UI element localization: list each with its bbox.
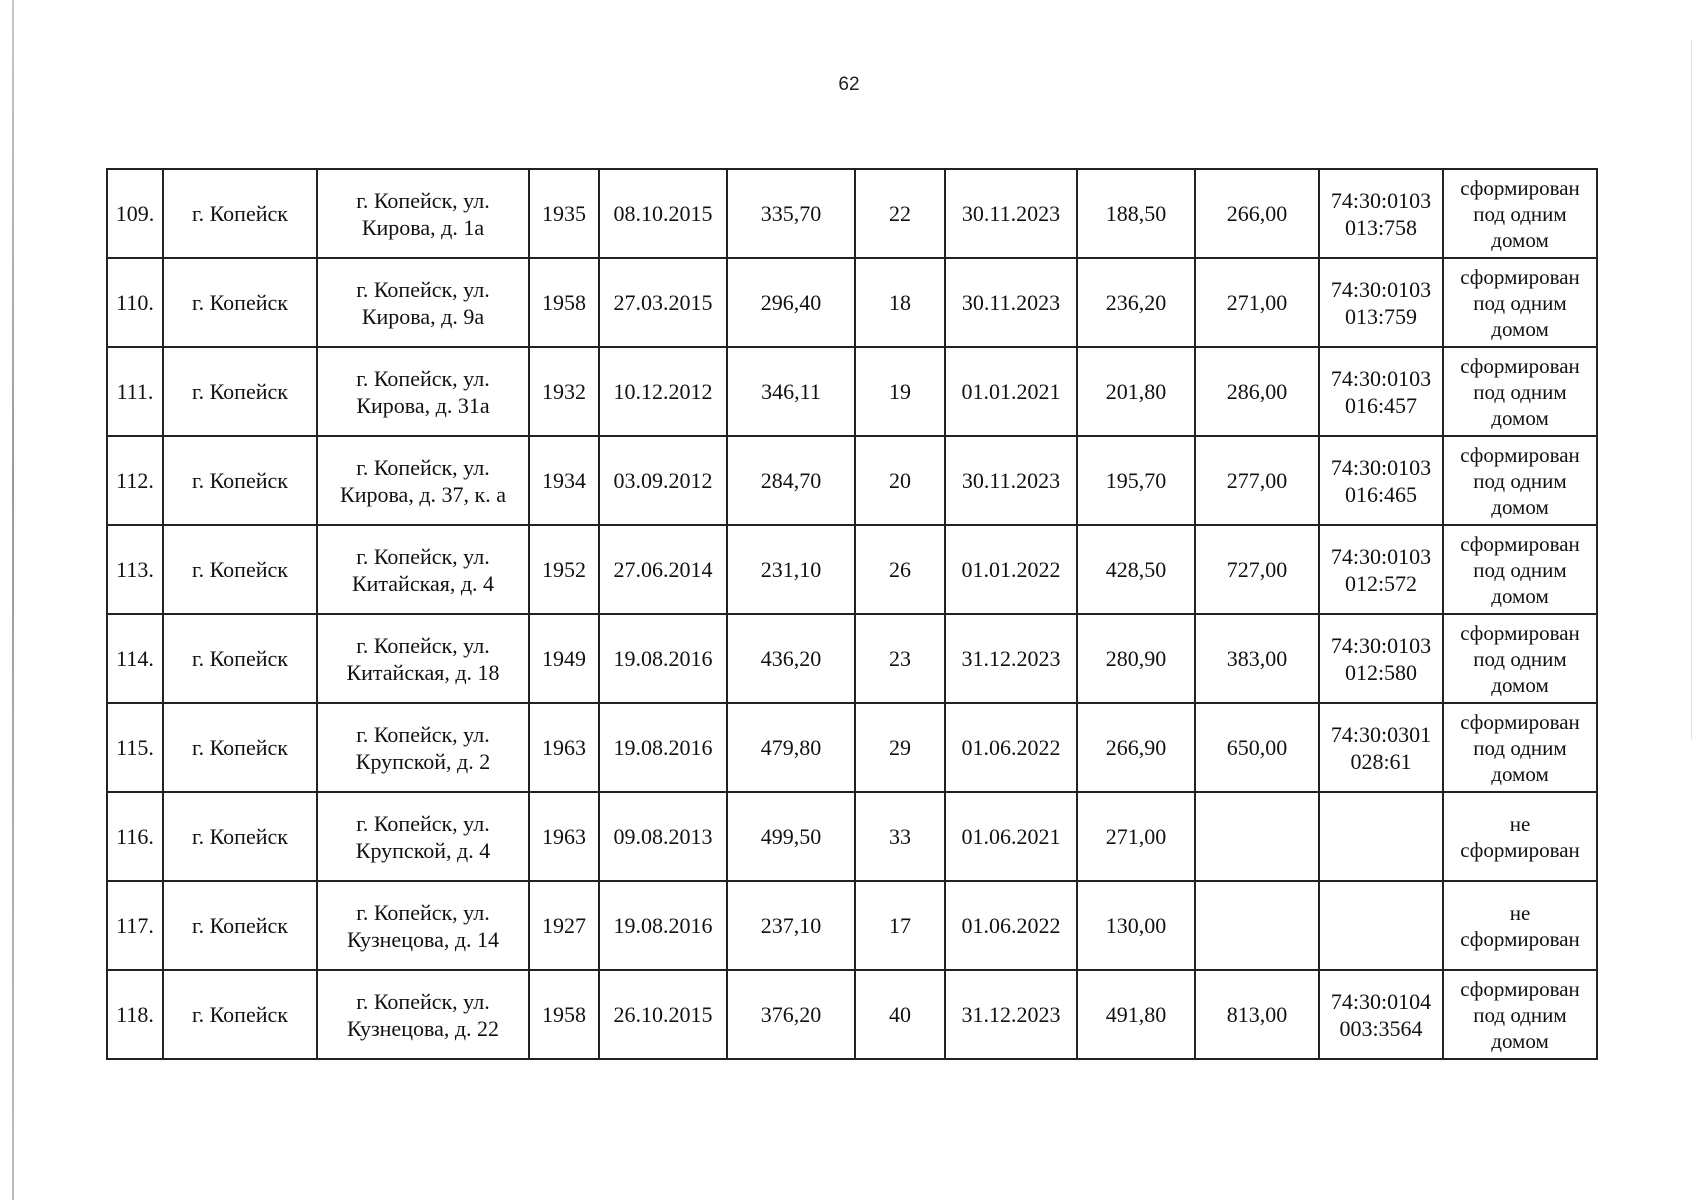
address-text: Кирова, д. 37, к. а [340,481,506,507]
count-text: 40 [889,1002,911,1027]
area-secondary-text: 195,70 [1105,468,1167,493]
deadline-date-text: 01.01.2022 [961,557,1061,582]
deadline-date-cell [945,970,1077,1059]
build-year-cell [529,169,599,258]
count-cell [855,169,945,258]
area-secondary-text: 280,90 [1105,646,1167,671]
row-number-cell [107,703,163,792]
status-text: сформирован [1460,531,1580,556]
land-area-cell [1195,703,1319,792]
cadastral-number-cell [1319,614,1443,703]
count-cell [855,881,945,970]
address-text: Кирова, д. 31а [356,392,490,418]
status-text: сформирован [1460,926,1580,951]
build-year-text: 1935 [542,201,586,226]
row-number-cell [107,614,163,703]
build-year-cell [529,614,599,703]
cadastral-number-text: 012:572 [1344,570,1418,596]
land-area-text: 286,00 [1226,379,1288,404]
status-text: сформирован [1460,620,1580,645]
date-text: 27.06.2014 [613,557,713,582]
cadastral-number-text: 74:30:0301 [1330,721,1432,747]
address-cell [317,525,529,614]
area-secondary-text: 428,50 [1105,557,1167,582]
city-cell [163,792,317,881]
cadastral-number-text: 003:3564 [1339,1015,1423,1041]
date-cell [599,347,727,436]
cadastral-number-text: 74:30:0104 [1330,988,1432,1014]
table-row [107,436,1597,525]
build-year-text: 1963 [542,824,586,849]
land-area-cell [1195,792,1319,881]
build-year-cell [529,525,599,614]
area-text: 346,11 [761,379,821,404]
cadastral-number-text: 013:759 [1344,303,1418,329]
row-number-cell [107,258,163,347]
status-text: домом [1491,672,1549,697]
build-year-text: 1934 [542,468,586,493]
area-secondary-text: 271,00 [1105,824,1167,849]
land-area-text: 266,00 [1226,201,1288,226]
area-secondary-cell [1077,347,1195,436]
build-year-cell [529,703,599,792]
page-number: 62 [838,74,860,95]
city-text: г. Копейск [192,557,288,582]
build-year-text: 1952 [542,557,586,582]
city-cell [163,258,317,347]
status-cell [1443,703,1597,792]
address-text: Кирова, д. 9а [361,303,485,329]
row-number-text: 114. [116,646,154,671]
area-cell [727,614,855,703]
count-text: 19 [889,379,911,404]
status-text: под одним [1473,290,1567,315]
status-text: под одним [1473,1002,1567,1027]
land-area-text: 650,00 [1226,735,1288,760]
land-area-text: 277,00 [1226,468,1288,493]
deadline-date-text: 31.12.2023 [961,1002,1061,1027]
date-cell [599,525,727,614]
row-number-cell [107,525,163,614]
area-cell [727,792,855,881]
area-secondary-cell [1077,703,1195,792]
land-area-text: 383,00 [1226,646,1288,671]
cadastral-number-cell [1319,347,1443,436]
count-text: 20 [889,468,911,493]
count-cell [855,525,945,614]
status-cell [1443,792,1597,881]
cadastral-number-cell [1319,703,1443,792]
deadline-date-cell [945,881,1077,970]
city-text: г. Копейск [192,379,288,404]
row-number-cell [107,792,163,881]
area-secondary-text: 491,80 [1105,1002,1167,1027]
address-cell [317,792,529,881]
cadastral-number-text: 74:30:0103 [1330,187,1432,213]
row-number-cell [107,970,163,1059]
cadastral-number-text: 028:61 [1350,748,1412,774]
count-cell [855,347,945,436]
status-text: сформирован [1460,442,1580,467]
cadastral-number-cell [1319,881,1443,970]
city-text: г. Копейск [192,646,288,671]
address-text: г. Копейск, ул. [356,187,490,213]
deadline-date-cell [945,614,1077,703]
deadline-date-cell [945,703,1077,792]
deadline-date-text: 01.06.2021 [961,824,1061,849]
cadastral-number-text: 016:457 [1344,392,1418,418]
city-cell [163,169,317,258]
land-area-text: 271,00 [1226,290,1288,315]
cadastral-number-cell [1319,436,1443,525]
count-cell [855,614,945,703]
cadastral-number-text: 74:30:0103 [1330,276,1432,302]
count-cell [855,258,945,347]
status-text: под одним [1473,646,1567,671]
area-cell [727,436,855,525]
address-cell [317,703,529,792]
cadastral-number-cell [1319,792,1443,881]
status-text: под одним [1473,201,1567,226]
deadline-date-cell [945,169,1077,258]
area-cell [727,258,855,347]
date-cell [599,970,727,1059]
status-text: домом [1491,405,1549,430]
city-cell [163,970,317,1059]
address-cell [317,436,529,525]
area-text: 376,20 [760,1002,822,1027]
date-text: 10.12.2012 [613,379,713,404]
count-text: 22 [889,201,911,226]
status-text: домом [1491,761,1549,786]
address-text: г. Копейск, ул. [356,454,490,480]
deadline-date-text: 30.11.2023 [961,201,1061,226]
area-secondary-cell [1077,258,1195,347]
deadline-date-text: 30.11.2023 [961,290,1061,315]
row-number-text: 113. [116,557,154,582]
cadastral-number-text: 74:30:0103 [1330,454,1432,480]
status-text: домом [1491,316,1549,341]
area-secondary-cell [1077,792,1195,881]
address-cell [317,970,529,1059]
land-area-text: 813,00 [1226,1002,1288,1027]
status-cell [1443,970,1597,1059]
address-cell [317,258,529,347]
status-text: домом [1491,494,1549,519]
address-text: Крупской, д. 4 [355,837,491,863]
address-text: г. Копейск, ул. [356,721,490,747]
date-text: 19.08.2016 [613,735,713,760]
row-number-cell [107,347,163,436]
date-cell [599,614,727,703]
scan-edge-right [1691,40,1692,740]
status-cell [1443,169,1597,258]
build-year-cell [529,881,599,970]
count-text: 29 [889,735,911,760]
address-text: Кузнецова, д. 14 [346,926,500,952]
city-cell [163,347,317,436]
cadastral-number-text: 013:758 [1344,214,1418,240]
status-text: сформирован [1460,837,1580,862]
status-text: сформирован [1460,175,1580,200]
area-secondary-cell [1077,525,1195,614]
land-area-cell [1195,881,1319,970]
date-cell [599,703,727,792]
area-cell [727,970,855,1059]
build-year-text: 1949 [542,646,586,671]
area-text: 284,70 [760,468,822,493]
address-cell [317,614,529,703]
cadastral-number-cell [1319,258,1443,347]
cadastral-number-cell [1319,970,1443,1059]
status-cell [1443,258,1597,347]
city-cell [163,703,317,792]
area-secondary-cell [1077,614,1195,703]
address-text: Крупской, д. 2 [355,748,491,774]
row-number-text: 116. [116,824,154,849]
build-year-cell [529,258,599,347]
area-secondary-cell [1077,881,1195,970]
date-cell [599,881,727,970]
area-secondary-text: 236,20 [1105,290,1167,315]
row-number-cell [107,169,163,258]
area-secondary-cell [1077,970,1195,1059]
build-year-cell [529,970,599,1059]
area-cell [727,169,855,258]
deadline-date-cell [945,525,1077,614]
city-text: г. Копейск [192,468,288,493]
area-text: 237,10 [760,913,822,938]
table-row [107,614,1597,703]
area-text: 436,20 [760,646,822,671]
table-row [107,169,1597,258]
table-row [107,792,1597,881]
cadastral-number-text: 74:30:0103 [1330,543,1432,569]
row-number-text: 111. [116,379,154,404]
status-text: под одним [1473,468,1567,493]
deadline-date-cell [945,792,1077,881]
row-number-text: 115. [116,735,154,760]
city-cell [163,614,317,703]
city-cell [163,525,317,614]
status-text: не [1509,811,1531,836]
status-cell [1443,525,1597,614]
date-text: 26.10.2015 [613,1002,713,1027]
deadline-date-text: 01.06.2022 [961,735,1061,760]
address-cell [317,347,529,436]
cadastral-number-text: 012:580 [1344,659,1418,685]
date-text: 27.03.2015 [613,290,713,315]
city-text: г. Копейск [192,290,288,315]
area-cell [727,703,855,792]
date-text: 03.09.2012 [613,468,713,493]
area-secondary-text: 266,90 [1105,735,1167,760]
status-cell [1443,436,1597,525]
count-cell [855,970,945,1059]
row-number-text: 117. [116,913,154,938]
land-area-cell [1195,258,1319,347]
address-cell [317,881,529,970]
area-cell [727,881,855,970]
address-text: г. Копейск, ул. [356,988,490,1014]
row-number-text: 112. [116,468,154,493]
deadline-date-text: 30.11.2023 [961,468,1061,493]
cadastral-number-cell [1319,169,1443,258]
address-text: г. Копейск, ул. [356,632,490,658]
land-area-cell [1195,436,1319,525]
city-cell [163,436,317,525]
table-row [107,347,1597,436]
city-text: г. Копейск [192,913,288,938]
area-cell [727,525,855,614]
address-text: Китайская, д. 4 [351,570,495,596]
area-text: 499,50 [760,824,822,849]
deadline-date-cell [945,347,1077,436]
table-row [107,970,1597,1059]
address-text: г. Копейск, ул. [356,899,490,925]
address-text: г. Копейск, ул. [356,276,490,302]
date-text: 19.08.2016 [613,646,713,671]
status-cell [1443,881,1597,970]
date-cell [599,258,727,347]
status-text: домом [1491,1028,1549,1053]
deadline-date-text: 01.06.2022 [961,913,1061,938]
status-text: под одним [1473,735,1567,760]
row-number-cell [107,881,163,970]
address-text: Кирова, д. 1а [361,214,485,240]
build-year-text: 1932 [542,379,586,404]
deadline-date-text: 31.12.2023 [961,646,1061,671]
land-area-cell [1195,614,1319,703]
address-text: г. Копейск, ул. [356,365,490,391]
city-text: г. Копейск [192,1002,288,1027]
row-number-text: 118. [116,1002,154,1027]
area-secondary-text: 130,00 [1105,913,1167,938]
table-row [107,881,1597,970]
status-text: сформирован [1460,976,1580,1001]
build-year-text: 1963 [542,735,586,760]
build-year-text: 1958 [542,290,586,315]
address-cell [317,169,529,258]
date-text: 08.10.2015 [613,201,713,226]
scan-edge-left [12,0,14,1200]
land-area-cell [1195,169,1319,258]
status-cell [1443,347,1597,436]
table-row [107,258,1597,347]
cadastral-number-text: 74:30:0103 [1330,365,1432,391]
status-cell [1443,614,1597,703]
cadastral-number-cell [1319,525,1443,614]
cadastral-number-text: 74:30:0103 [1330,632,1432,658]
row-number-text: 109. [115,201,155,226]
date-text: 19.08.2016 [613,913,713,938]
address-text: г. Копейск, ул. [356,543,490,569]
area-text: 479,80 [760,735,822,760]
status-text: домом [1491,227,1549,252]
count-cell [855,703,945,792]
build-year-cell [529,792,599,881]
build-year-cell [529,436,599,525]
status-text: сформирован [1460,264,1580,289]
area-cell [727,347,855,436]
city-text: г. Копейск [192,735,288,760]
table-row [107,525,1597,614]
date-cell [599,436,727,525]
area-text: 335,70 [760,201,822,226]
land-area-cell [1195,525,1319,614]
status-text: под одним [1473,379,1567,404]
row-number-text: 110. [116,290,154,315]
area-secondary-text: 188,50 [1105,201,1167,226]
date-text: 09.08.2013 [613,824,713,849]
count-text: 23 [889,646,911,671]
city-text: г. Копейск [192,824,288,849]
count-cell [855,792,945,881]
status-text: не [1509,900,1531,925]
status-text: сформирован [1460,709,1580,734]
status-text: сформирован [1460,353,1580,378]
land-area-text: 727,00 [1226,557,1288,582]
count-cell [855,436,945,525]
deadline-date-text: 01.01.2021 [961,379,1061,404]
land-area-cell [1195,970,1319,1059]
count-text: 26 [889,557,911,582]
address-text: Китайская, д. 18 [346,659,500,685]
build-year-text: 1927 [542,913,586,938]
cadastral-number-text: 016:465 [1344,481,1418,507]
land-area-cell [1195,347,1319,436]
city-text: г. Копейск [192,201,288,226]
row-number-cell [107,436,163,525]
table-body [107,169,1597,1059]
deadline-date-cell [945,436,1077,525]
table-row [107,703,1597,792]
deadline-date-cell [945,258,1077,347]
city-cell [163,881,317,970]
address-text: Кузнецова, д. 22 [346,1015,500,1041]
area-secondary-text: 201,80 [1105,379,1167,404]
area-secondary-cell [1077,169,1195,258]
count-text: 18 [889,290,911,315]
status-text: домом [1491,583,1549,608]
build-year-cell [529,347,599,436]
area-text: 231,10 [760,557,822,582]
status-text: под одним [1473,557,1567,582]
address-text: г. Копейск, ул. [356,810,490,836]
count-text: 17 [889,913,911,938]
area-secondary-cell [1077,436,1195,525]
date-cell [599,169,727,258]
build-year-text: 1958 [542,1002,586,1027]
area-text: 296,40 [760,290,822,315]
date-cell [599,792,727,881]
housing-register-table [106,168,1598,1060]
count-text: 33 [889,824,911,849]
